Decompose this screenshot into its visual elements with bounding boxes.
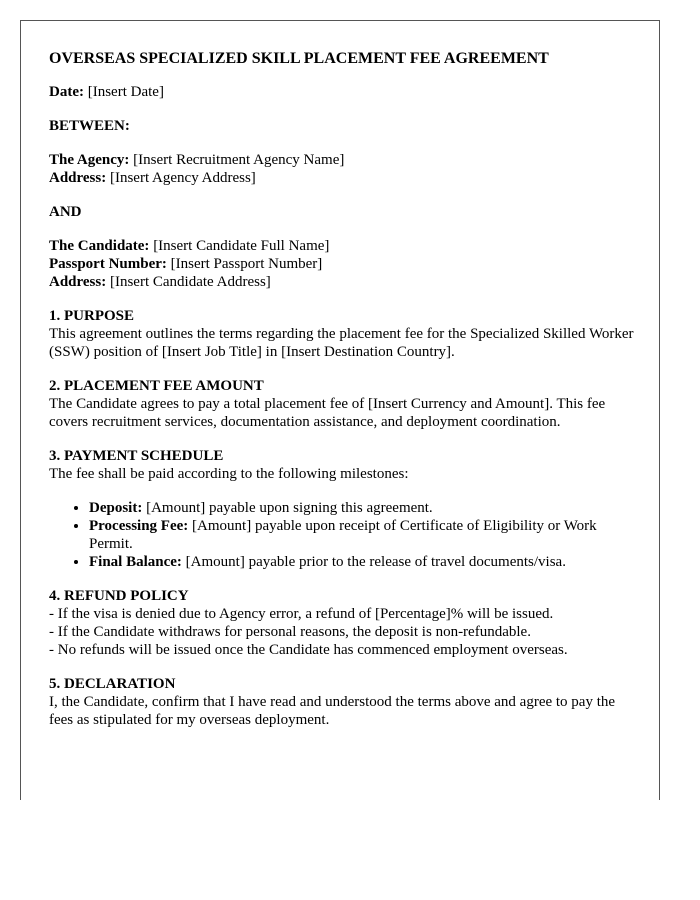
- section-intro: The fee shall be paid according to the following milestones:: [49, 466, 409, 482]
- section-heading: 1. PURPOSE: [49, 308, 135, 324]
- milestone-list: [49, 499, 639, 571]
- document-content: [49, 49, 639, 745]
- list-item: [89, 499, 639, 517]
- milestone-label: Deposit:: [89, 500, 143, 516]
- section-fee-amount: [49, 377, 639, 431]
- section-body: The Candidate agrees to pay a total placement fee of [Insert Currency and Amount]. This fee covers recruitment services, documentation assistance, and deployment coordination.: [49, 396, 606, 430]
- agency-address-label: Address:: [49, 170, 107, 186]
- candidate-address-label: Address:: [49, 274, 107, 290]
- document-title: OVERSEAS SPECIALIZED SKILL PLACEMENT FEE AGREEMENT: [49, 50, 549, 67]
- agency-line: [49, 151, 639, 169]
- milestone-text: [Amount] payable upon signing this agreement.: [142, 500, 433, 516]
- and-label: AND: [49, 204, 82, 220]
- milestone-label: Processing Fee:: [89, 518, 189, 534]
- section-body: This agreement outlines the terms regarding the placement fee for the Specialized Skilled Worker (SSW) position of [Insert Job Title] in [Insert Destination Country].: [49, 326, 634, 360]
- between-heading: [49, 117, 639, 135]
- between-label: BETWEEN:: [49, 118, 130, 134]
- agency-label: The Agency:: [49, 152, 130, 168]
- candidate-label: The Candidate:: [49, 238, 150, 254]
- milestone-text: [Amount] payable upon receipt of Certificate of Eligibility or Work Permit.: [89, 518, 597, 552]
- date-line: [49, 83, 639, 101]
- section-heading: 3. PAYMENT SCHEDULE: [49, 448, 224, 464]
- agency-address-value: [Insert Agency Address]: [106, 170, 256, 186]
- section-body: I, the Candidate, confirm that I have read and understood the terms above and agree to pay the fees as stipulated for my overseas deployment.: [49, 694, 616, 728]
- passport-line: [49, 255, 639, 273]
- list-item: [89, 553, 639, 571]
- candidate-address-line: [49, 273, 639, 291]
- milestone-label: Final Balance:: [89, 554, 182, 570]
- candidate-address-value: [Insert Candidate Address]: [106, 274, 271, 290]
- list-item: [89, 517, 639, 553]
- agency-value: [Insert Recruitment Agency Name]: [129, 152, 345, 168]
- passport-label: Passport Number:: [49, 256, 167, 272]
- candidate-value: [Insert Candidate Full Name]: [149, 238, 330, 254]
- candidate-block: [49, 237, 639, 291]
- agency-address-line: [49, 169, 639, 187]
- section-declaration: [49, 675, 639, 729]
- section-heading: 5. DECLARATION: [49, 676, 176, 692]
- section-refund-policy: [49, 587, 639, 659]
- passport-value: [Insert Passport Number]: [166, 256, 323, 272]
- document-page: [20, 20, 660, 800]
- milestone-text: [Amount] payable prior to the release of travel documents/visa.: [181, 554, 566, 570]
- date-label: Date:: [49, 84, 84, 100]
- date-value: [Insert Date]: [83, 84, 164, 100]
- refund-line: - No refunds will be issued once the Candidate has commenced employment overseas.: [49, 642, 568, 658]
- refund-line: - If the visa is denied due to Agency error, a refund of [Percentage]% will be issued.: [49, 606, 554, 622]
- section-purpose: [49, 307, 639, 361]
- and-heading: [49, 203, 639, 221]
- refund-line: - If the Candidate withdraws for personal reasons, the deposit is non-refundable.: [49, 624, 531, 640]
- candidate-line: [49, 237, 639, 255]
- section-heading: 2. PLACEMENT FEE AMOUNT: [49, 378, 264, 394]
- agency-block: [49, 151, 639, 187]
- section-payment-schedule: [49, 447, 639, 571]
- section-heading: 4. REFUND POLICY: [49, 588, 189, 604]
